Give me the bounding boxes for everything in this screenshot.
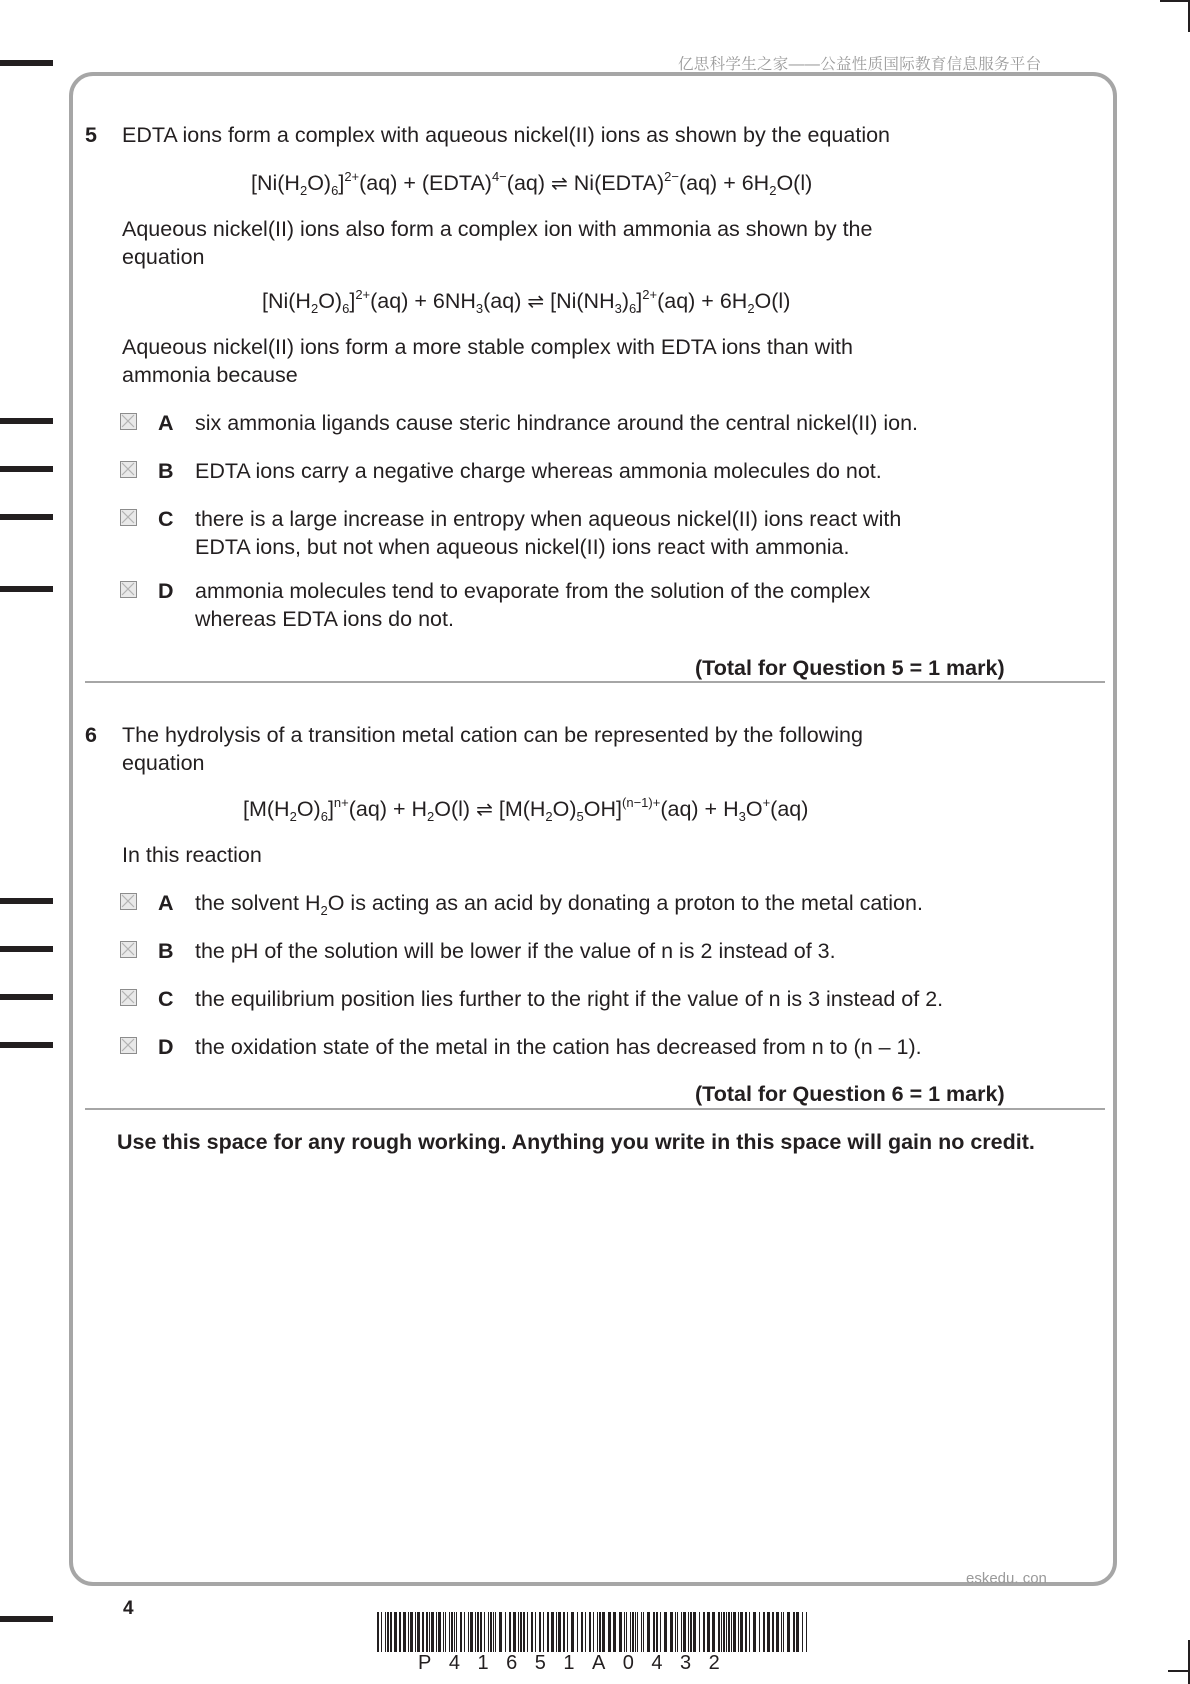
barcode-bar — [632, 1612, 634, 1652]
option-letter: B — [158, 939, 174, 963]
equation-edta: $[Ni(H_2O)_6]^{2+}(aq)$ + (EDTA)$^{4-}$(aq) ⇌ Ni(EDTA)$^{2-}$(aq) + $6H_2O(l)$ — [251, 169, 813, 198]
barcode-bar — [641, 1612, 642, 1652]
question-stem: ammonia because — [122, 363, 298, 387]
option-letter: C — [158, 987, 174, 1011]
option-text: the solvent $H_2O$ is acting as an acid by donating a proton to the metal cation. — [195, 891, 923, 918]
barcode-bar — [505, 1612, 506, 1652]
barcode-bar — [643, 1612, 644, 1652]
barcode-bar — [563, 1612, 565, 1652]
question-stem: Aqueous nickel(II) ions also form a complex ion with ammonia as shown by the — [122, 217, 873, 241]
barcode-bar — [759, 1612, 760, 1652]
barcode-bar — [415, 1612, 416, 1652]
barcode-bar — [468, 1612, 469, 1652]
barcode-bar — [377, 1612, 379, 1652]
barcode-bar — [527, 1612, 528, 1652]
barcode-bar — [593, 1612, 594, 1652]
barcode-bar — [543, 1612, 544, 1652]
barcode-bar — [699, 1612, 700, 1652]
question-stem: The hydrolysis of a transition metal cation can be represented by the following — [122, 723, 863, 747]
barcode-bar — [449, 1612, 450, 1652]
barcode-bar — [443, 1612, 444, 1652]
barcode-bar — [653, 1612, 655, 1652]
barcode-bar — [477, 1612, 479, 1652]
cross-box-icon — [121, 942, 135, 956]
barcode-bar — [488, 1612, 489, 1652]
option-text: the pH of the solution will be lower if the value of n is 2 instead of 3. — [195, 939, 836, 963]
cross-box-icon — [121, 414, 135, 428]
barcode-bar — [637, 1612, 638, 1652]
barcode-bar — [513, 1612, 516, 1652]
barcode-bar — [772, 1612, 774, 1652]
cross-box-icon — [121, 1038, 135, 1052]
barcode-bar — [787, 1612, 790, 1652]
barcode-bar — [783, 1612, 784, 1652]
question-number: 6 — [85, 723, 97, 747]
barcode-bar — [693, 1612, 696, 1652]
barcode-bar — [520, 1612, 522, 1652]
option-text: EDTA ions carry a negative charge whereas ammonia molecules do not. — [195, 459, 882, 483]
question-total: (Total for Question 6 = 1 mark) — [695, 1082, 1005, 1106]
barcode-bar — [436, 1612, 437, 1652]
divider — [85, 1108, 1105, 1110]
barcode-bar — [613, 1612, 616, 1652]
margin-tick — [0, 586, 53, 592]
barcode-bar — [475, 1612, 476, 1652]
cross-box-icon — [121, 462, 135, 476]
corner-mark — [1160, 0, 1190, 2]
barcode-bar — [460, 1612, 462, 1652]
barcode-bar — [509, 1612, 511, 1652]
option-letter: B — [158, 459, 174, 483]
question-stem: Aqueous nickel(II) ions form a more stable complex with EDTA ions than with — [122, 335, 853, 359]
barcode-bar — [723, 1612, 725, 1652]
barcode-bar — [403, 1612, 406, 1652]
barcode-bar — [690, 1612, 692, 1652]
question-number: 5 — [85, 123, 97, 147]
barcode-bar — [624, 1612, 625, 1652]
cross-box-icon — [121, 990, 135, 1004]
barcode-bar — [740, 1612, 743, 1652]
barcode-bar — [802, 1612, 803, 1652]
question-stem: EDTA ions form a complex with aqueous nickel(II) ions as shown by the equation — [122, 123, 891, 147]
barcode-bar — [647, 1612, 650, 1652]
answer-checkbox[interactable] — [120, 413, 137, 430]
barcode-bar — [454, 1612, 455, 1652]
barcode-bar — [577, 1612, 578, 1652]
answer-checkbox[interactable] — [120, 989, 137, 1006]
option-text: the equilibrium position lies further to the right if the value of n is 3 instead of 2. — [195, 987, 944, 1011]
barcode-text: P41651A0432 — [418, 1652, 738, 1674]
barcode-bar — [738, 1612, 739, 1652]
barcode-bar — [484, 1612, 485, 1652]
option-letter: A — [158, 891, 174, 915]
option-letter: D — [158, 579, 174, 603]
footer-site: eskedu. con — [966, 1570, 1047, 1587]
barcode-bar — [551, 1612, 554, 1652]
barcode-bar — [635, 1612, 636, 1652]
cross-box-icon — [121, 582, 135, 596]
barcode-bar — [581, 1612, 583, 1652]
margin-tick — [0, 994, 53, 1000]
barcode-bar — [745, 1612, 747, 1652]
barcode-bar — [451, 1612, 453, 1652]
question-total: (Total for Question 5 = 1 mark) — [695, 656, 1005, 680]
barcode-bar — [426, 1612, 428, 1652]
cross-box-icon — [121, 510, 135, 524]
cross-box-icon — [121, 894, 135, 908]
barcode-bar — [731, 1612, 732, 1652]
barcode-bar — [675, 1612, 676, 1652]
question-stem: equation — [122, 245, 205, 269]
barcode-bar — [585, 1612, 586, 1652]
barcode-bar — [599, 1612, 601, 1652]
barcode-bar — [781, 1612, 782, 1652]
barcode-bar — [681, 1612, 682, 1652]
option-text: the oxidation state of the metal in the cation has decreased from n to (n – 1). — [195, 1035, 922, 1059]
equilibrium-arrow-icon: ⇌ — [476, 799, 493, 821]
barcode-bar — [683, 1612, 686, 1652]
barcode-bar — [608, 1612, 611, 1652]
barcode-bar — [733, 1612, 736, 1652]
barcode-bar — [408, 1612, 409, 1652]
barcode-bar — [445, 1612, 446, 1652]
barcode-bar — [660, 1612, 661, 1652]
header-watermark: 亿思科学生之家——公益性质国际教育信息服务平台 — [678, 56, 1042, 73]
barcode-bar — [793, 1612, 795, 1652]
barcode-bar — [556, 1612, 557, 1652]
barcode-bar — [470, 1612, 473, 1652]
barcode-bar — [385, 1612, 386, 1652]
barcode-bar — [429, 1612, 430, 1652]
barcode-bar — [626, 1612, 627, 1652]
barcode-bar — [728, 1612, 730, 1652]
margin-tick — [0, 60, 53, 66]
equilibrium-arrow-icon: ⇌ — [527, 291, 545, 313]
barcode-bar — [664, 1612, 667, 1652]
option-letter: C — [158, 507, 174, 531]
barcode-bar — [707, 1612, 710, 1652]
barcode-bar — [763, 1612, 765, 1652]
margin-tick — [0, 898, 53, 904]
answer-checkbox[interactable] — [120, 509, 137, 526]
barcode-bar — [571, 1612, 574, 1652]
barcode-bar — [417, 1612, 420, 1652]
barcode-bar — [677, 1612, 678, 1652]
rough-working-notice: Use this space for any rough working. Anything you write in this space will gain no credit. — [117, 1130, 1035, 1154]
equilibrium-arrow-icon: ⇌ — [551, 173, 568, 195]
barcode-bar — [753, 1612, 756, 1652]
question-stem: equation — [122, 751, 205, 775]
barcode-bar — [464, 1612, 465, 1652]
margin-tick — [0, 1042, 53, 1048]
barcode-bar — [539, 1612, 541, 1652]
barcode-bar — [387, 1612, 389, 1652]
barcode-bar — [431, 1612, 434, 1652]
margin-tick — [0, 514, 53, 520]
barcode-bar — [767, 1612, 770, 1652]
barcode-bar — [456, 1612, 457, 1652]
barcode-bar — [630, 1612, 631, 1652]
barcode-bar — [381, 1612, 382, 1652]
barcode-bar — [438, 1612, 441, 1652]
barcode-bar — [602, 1612, 605, 1652]
barcode-bar — [422, 1612, 424, 1652]
option-letter: A — [158, 411, 174, 435]
answer-checkbox[interactable] — [120, 893, 137, 910]
barcode-bar — [776, 1612, 779, 1652]
barcode-bar — [390, 1612, 392, 1652]
barcode-bar — [531, 1612, 533, 1652]
barcode-bar — [547, 1612, 549, 1652]
corner-mark — [1168, 1670, 1190, 1672]
barcode-bar — [806, 1612, 807, 1652]
barcode-bar — [480, 1612, 482, 1652]
barcode-bar — [493, 1612, 494, 1652]
margin-tick — [0, 418, 53, 424]
question-stem: In this reaction — [122, 843, 262, 867]
option-text: whereas EDTA ions do not. — [195, 607, 454, 631]
barcode-bar — [619, 1612, 622, 1652]
option-text: there is a large increase in entropy when aqueous nickel(II) ions react with — [195, 507, 902, 531]
barcode-bar — [712, 1612, 715, 1652]
equation-ammonia: $[Ni(H_2O)_6]^{2+}(aq) + 6NH_3(aq)$ ⇌ $[Ni(NH_3)_6]^{2+}(aq) + 6H_2O(l)$ — [262, 287, 791, 316]
barcode-bar — [670, 1612, 673, 1652]
margin-tick — [0, 1616, 53, 1622]
margin-tick — [0, 946, 53, 952]
barcode-bar — [688, 1612, 689, 1652]
barcode-bar — [726, 1612, 727, 1652]
answer-checkbox[interactable] — [120, 461, 137, 478]
barcode-bar — [410, 1612, 413, 1652]
barcode-bar — [490, 1612, 492, 1652]
barcode-bar — [656, 1612, 658, 1652]
answer-checkbox[interactable] — [120, 941, 137, 958]
barcode-bar — [394, 1612, 397, 1652]
option-text: EDTA ions, but not when aqueous nickel(II) ions react with ammonia. — [195, 535, 850, 559]
divider — [85, 681, 1105, 683]
barcode-bar — [796, 1612, 799, 1652]
barcode-bar — [567, 1612, 568, 1652]
barcode-bar — [518, 1612, 519, 1652]
option-text: ammonia molecules tend to evaporate from the solution of the complex — [195, 579, 871, 603]
barcode-bar — [535, 1612, 536, 1652]
barcode-bar — [495, 1612, 496, 1652]
barcode-bar — [703, 1612, 705, 1652]
barcode-bar — [749, 1612, 750, 1652]
option-text: six ammonia ligands cause steric hindrance around the central nickel(II) ion. — [195, 411, 919, 435]
page-number: 4 — [123, 1598, 134, 1619]
barcode-bar — [721, 1612, 722, 1652]
barcode-bar — [597, 1612, 598, 1652]
barcode-bar — [399, 1612, 401, 1652]
barcode-bar — [523, 1612, 525, 1652]
margin-tick — [0, 466, 53, 472]
barcode-bar — [558, 1612, 561, 1652]
barcode-bar — [589, 1612, 591, 1652]
barcode-bar — [499, 1612, 502, 1652]
equation-hydrolysis: $[M(H_2O)_6]^{n+}(aq) + H_2O(l)$ ⇌ $[M(H_2O)_5OH]^{(n-1)+}(aq) + H_3O^+(aq)$ — [243, 795, 809, 824]
answer-checkbox[interactable] — [120, 1037, 137, 1054]
barcode-bar — [718, 1612, 720, 1652]
answer-checkbox[interactable] — [120, 581, 137, 598]
option-letter: D — [158, 1035, 174, 1059]
